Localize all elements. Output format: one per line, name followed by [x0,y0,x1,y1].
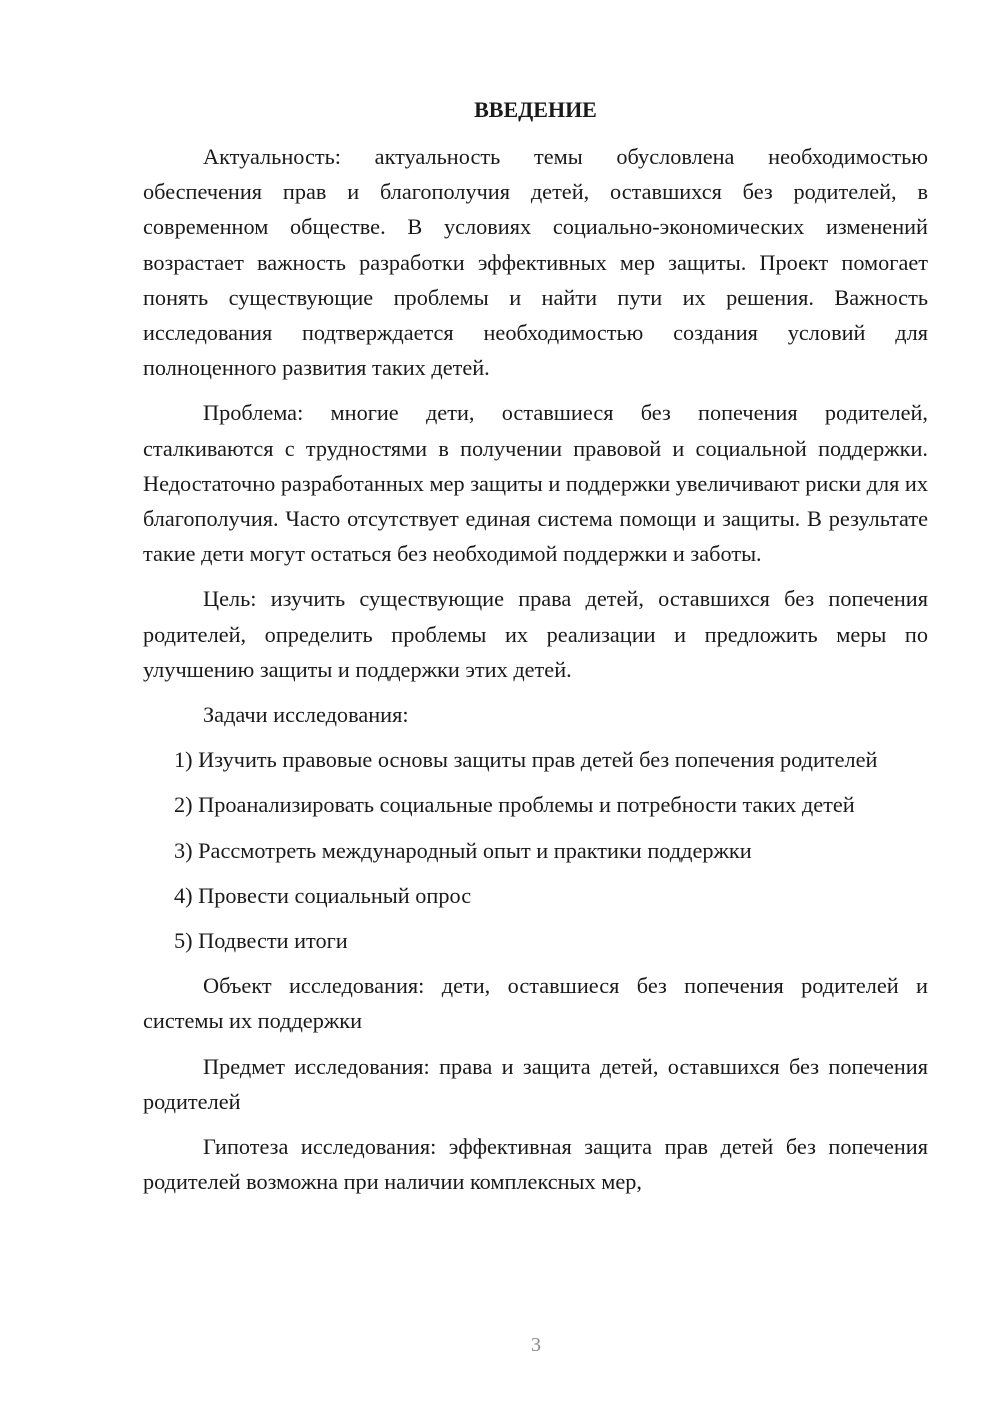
paragraph-goal: Цель: изучить существующие права детей, оставшихся без попечения родителей, определить проблемы их реализации и предложить меры по улучшению защиты и поддержки этих детей. [143,586,928,682]
page-title: ВВЕДЕНИЕ [474,97,597,122]
page-number: 3 [531,1334,541,1356]
paragraph-hypothesis: Гипотеза исследования: эффективная защита прав детей без попечения родителей возможна при наличии комплексных мер, [143,1134,928,1195]
tasks-heading: Задачи исследования: [203,702,409,728]
task-item-3: 3) Рассмотреть международный опыт и практики поддержки [174,837,752,863]
task-item-2: 2) Проанализировать социальные проблемы и потребности таких детей [174,792,855,818]
paragraph-problem: Проблема: многие дети, оставшиеся без попечения родителей, сталкиваются с трудностями в получении правовой и социальной поддержки. Недостаточно разработанных мер защиты и поддержки увеличивают риски для их благополучия. Часто отсутствует единая система помощи и защиты. В результате такие дети могут остаться без необходимой поддержки и заботы. [143,400,928,567]
paragraph-relevance: Актуальность: актуальность темы обусловлена необходимостью обеспечения прав и благополучия детей, оставшихся без родителей, в современном обществе. В условиях социально-экономических изменений возрастает важность разработки эффективных мер защиты. Проект помогает понять существующие проблемы и найти пути их решения. Важность исследования подтверждается необходимостью создания условий для полноценного развития таких детей. [143,144,928,381]
paragraph-object: Объект исследования: дети, оставшиеся без попечения родителей и системы их поддержки [143,973,928,1034]
task-item-5: 5) Подвести итоги [174,928,348,954]
paragraph-subject: Предмет исследования: права и защита детей, оставшихся без попечения родителей [143,1053,928,1114]
document-page [143,92,928,1199]
task-item-4: 4) Провести социальный опрос [174,882,472,908]
task-item-1: 1) Изучить правовые основы защиты прав детей без попечения родителей [174,747,878,773]
